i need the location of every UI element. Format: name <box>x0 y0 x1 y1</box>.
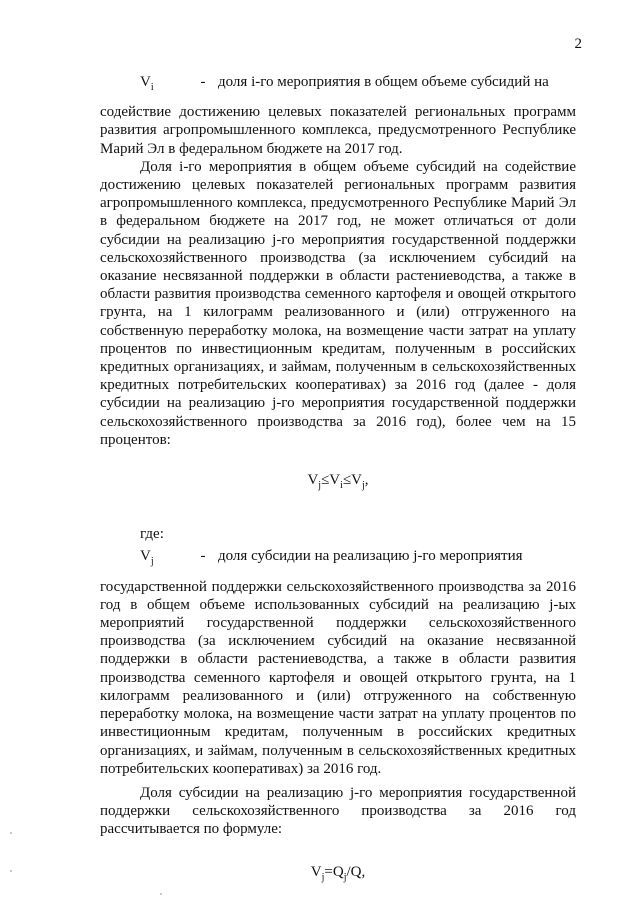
scan-speck <box>10 870 12 872</box>
vi-definition-continuation: содействие достижению целевых показателей региональных программ развития агропромышленного комплекса, предусмотренного Республике Марий Эл в федеральном бюджете на 2017 год. <box>100 104 576 157</box>
vj-symbol: $V_j$ <box>140 548 154 568</box>
vj-dash: - <box>200 548 206 565</box>
document-body <box>100 73 576 887</box>
vi-symbol: $V_i$ <box>140 74 154 93</box>
formula-share-calculation: $V_j=Q_j/Q$, <box>310 863 366 883</box>
page-number: 2 <box>574 36 582 52</box>
vj-definition <box>100 547 576 571</box>
vj-definition-continuation: государственной поддержки сельскохозяйственного производства за 2016 год в общем объеме использованных субсидий на реализацию j-ых мероприятий государственной поддержки сельскохозяйственного производства (за исключением субсидий на оказание несвязанной поддержки в области растениеводства, а также в области развития производства семенного картофеля и овощей открытого грунта, на 1 килограмм реализованного и (или) отгруженного на собственную переработку молока, на возмещение части затрат на уплату процентов по инвестиционным кредитам, полученным в российских кредитных организациях, и займам, полученным в сельскохозяйственных кредитных потребительских кооперативах) за 2016 год. <box>100 578 576 777</box>
where-label: где: <box>140 526 164 543</box>
vi-definition-first-line: доля i-го мероприятия в общем объеме субсидий на <box>218 74 549 90</box>
scan-speck <box>10 832 12 834</box>
paragraph-formula-intro: Доля субсидии на реализацию j-го мероприятия государственной поддержки сельскохозяйственного производства за 2016 год рассчитывается по формуле: <box>100 784 576 838</box>
vi-definition <box>100 73 576 97</box>
vi-dash: - <box>200 74 206 90</box>
scan-speck <box>160 893 162 895</box>
formula-share-bounds: $V_j\le V_i\le V_j$, <box>307 472 369 492</box>
vj-definition-first-line: доля субсидии на реализацию j-го мероприятия <box>218 548 523 565</box>
paragraph-share-limit: Доля i-го мероприятия в общем объеме субсидий на содействие достижению целевых показателей региональных программ развития агропромышленного комплекса, предусмотренного Республике Марий Эл в федеральном бюджете на 2017 год, не может отличаться от доли субсидии на реализацию j-го мероприятия государственной поддержки сельскохозяйственного производства (за исключением субсидий на оказание несвязанной поддержки в области растениеводства, а также в области развития производства семенного картофеля и овощей открытого грунта, на 1 килограмм реализованного и (или) отгруженного на собственную переработку молока, на возмещение части затрат на уплату процентов по инвестиционным кредитам, полученным в российских кредитных организациях, и займам, полученным в сельскохозяйственных кредитных потребительских кооперативах) за 2016 год (далее - доля субсидии на реализацию j-го мероприятия государственной поддержки сельскохозяйственного производства за 2016 год), более чем на 15 процентов: <box>100 158 576 448</box>
